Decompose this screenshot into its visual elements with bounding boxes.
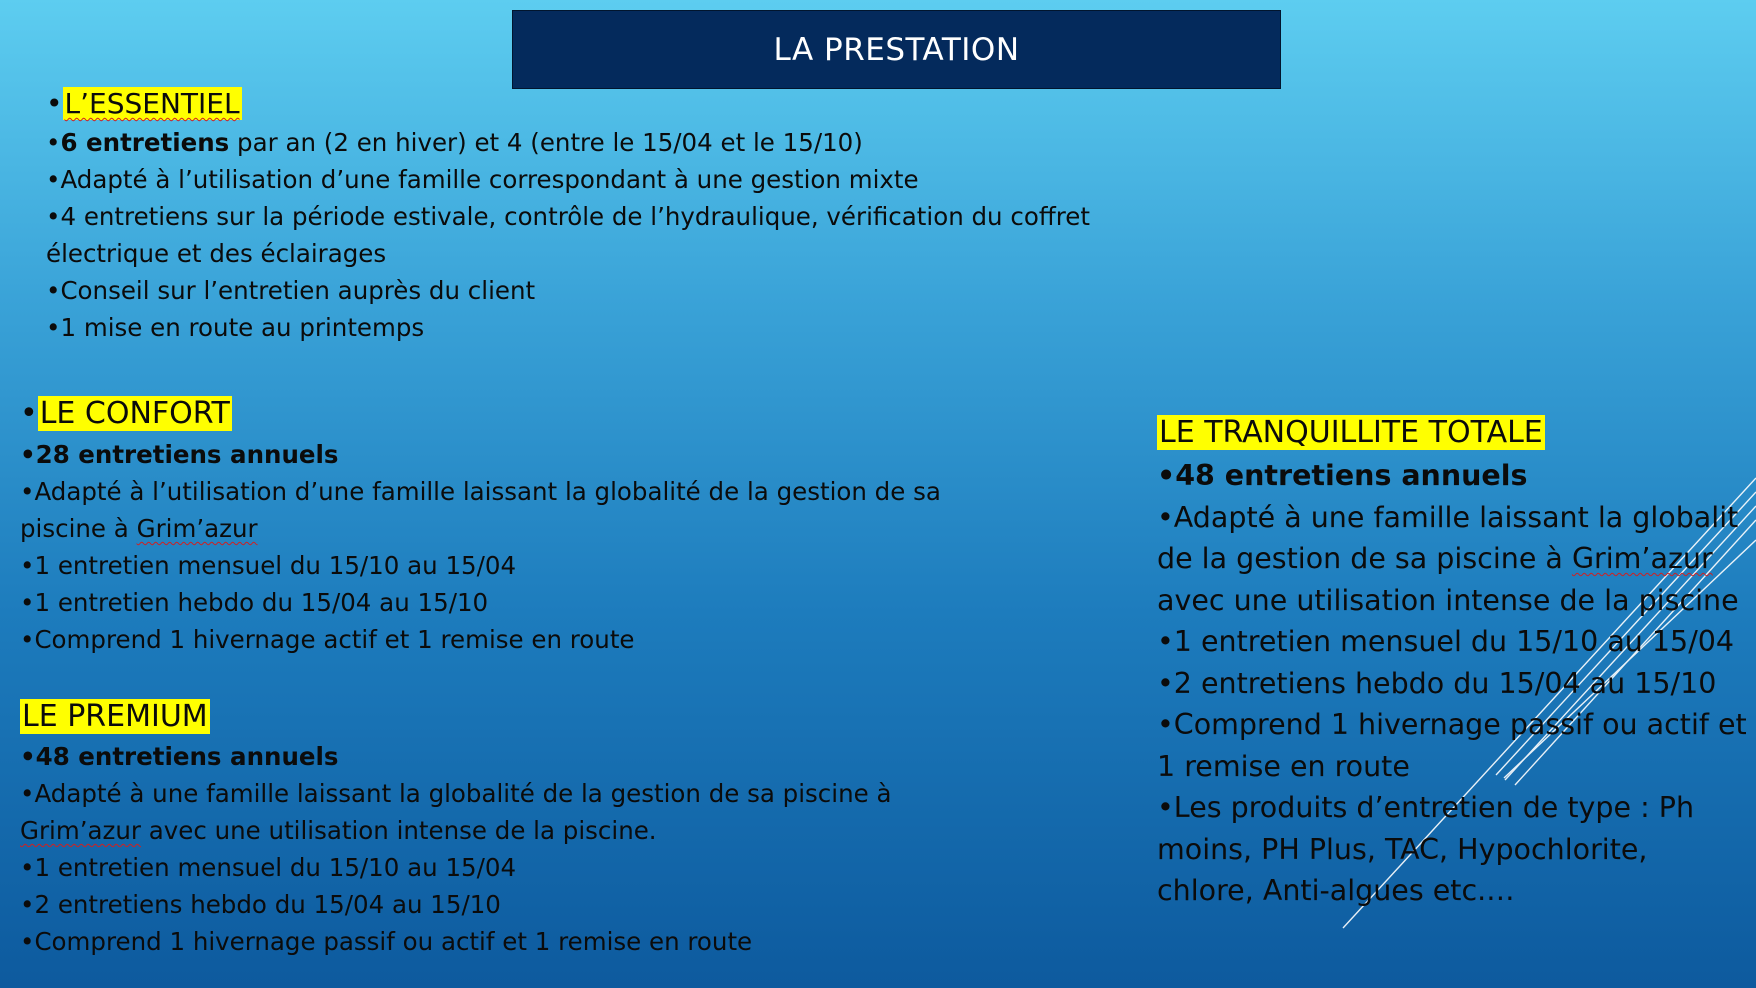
confort-heading: LE CONFORT [39,396,230,431]
premium-line-2b [20,812,891,849]
tranquillite-section [1157,411,1747,912]
premium-line-4: •2 entretiens hebdo du 15/04 au 15/10 [20,890,501,919]
tranquillite-line-2a: •Adapté à une famille laissant la globalit [1157,500,1739,534]
premium-heading-line [20,696,891,738]
tranquillite-line-5a: •Comprend 1 hivernage passif ou actif et [1157,708,1747,741]
essentiel-line-3a: •4 entretiens sur la période estivale, contrôle de l’hydraulique, vérification du coffret [46,202,1090,231]
essentiel-heading: L’ESSENTIEL [64,87,240,120]
essentiel-line-1-rest: par an (2 en hiver) et 4 (entre le 15/04 et le 15/10) [229,128,863,157]
essentiel-section [46,84,1090,346]
tranquillite-line-3: •1 entretien mensuel du 15/10 au 15/04 [1157,625,1735,658]
confort-line-2a: •Adapté à l’utilisation d’une famille laissant la globalité de la gestion de sa [20,477,941,506]
slide-title: LA PRESTATION [512,10,1281,89]
tranquillite-line-1-bold: •48 entretiens annuels [1157,459,1528,492]
tranquillite-grimazur-text: Grim’azur [1571,542,1713,575]
premium-grimazur-text: Grim’azur [20,816,141,845]
confort-line-4: •1 entretien hebdo du 15/04 au 15/10 [20,588,489,617]
premium-line-2b-rest: avec une utilisation intense de la piscine. [141,816,657,845]
premium-line-1 [20,738,891,775]
essentiel-line-1: •6 entretiens par an (2 en hiver) et 4 (entre le 15/04 et le 15/10) [46,128,863,157]
tranquillite-line-5b: 1 remise en route [1157,749,1410,783]
confort-grimazur-text: Grim’azur [136,514,258,543]
premium-section [20,696,891,960]
tranquillite-line-4: •2 entretiens hebdo du 15/04 au 15/10 [1157,666,1717,700]
confort-heading-bullet: • [20,396,38,431]
essentiel-heading-bullet: • [46,87,63,120]
tranquillite-line-6c: chlore, Anti-algues etc.… [1157,874,1515,907]
confort-line-5: •Comprend 1 hivernage actif et 1 remise en route [20,625,635,654]
essentiel-heading-line [46,84,1090,124]
tranquillite-line-2c: avec une utilisation intense de la piscine [1157,583,1739,617]
premium-line-1-bold: •48 entretiens annuels [20,742,339,771]
essentiel-line-4: •Conseil sur l’entretien auprès du client [46,276,536,305]
premium-line-2a: •Adapté à une famille laissant la globalité de la gestion de sa piscine à [20,779,892,808]
essentiel-line-5: •1 mise en route au printemps [46,313,425,342]
confort-line-3: •1 entretien mensuel du 15/10 au 15/04 [20,551,517,580]
tranquillite-line-2b [1157,538,1747,580]
essentiel-line-3b: électrique et des éclairages [46,239,387,268]
premium-line-3: •1 entretien mensuel du 15/10 au 15/04 [20,853,517,882]
tranquillite-heading: LE TRANQUILLITE TOTALE [1159,415,1543,450]
confort-line-2b-pre: piscine à [20,514,137,543]
tranquillite-line-2b-pre: de la gestion de sa piscine à [1157,542,1572,575]
tranquillite-line-1 [1157,455,1747,497]
premium-line-5: •Comprend 1 hivernage passif ou actif et 1 remise en route [20,927,753,956]
confort-line-1-bold: •28 entretiens annuels [20,440,339,469]
premium-heading: LE PREMIUM [22,699,208,734]
confort-section [20,392,941,658]
confort-heading-line [20,392,941,436]
tranquillite-line-6b: moins, PH Plus, TAC, Hypochlorite, [1157,832,1648,866]
tranquillite-line-6a: •Les produits d’entretien de type : Ph [1157,791,1695,824]
essentiel-line-1-bold: 6 entretiens [60,128,230,157]
tranquillite-heading-line [1157,411,1747,455]
confort-line-1 [20,436,941,473]
confort-line-2b [20,510,941,547]
essentiel-line-2: •Adapté à l’utilisation d’une famille correspondant à une gestion mixte [46,165,919,194]
